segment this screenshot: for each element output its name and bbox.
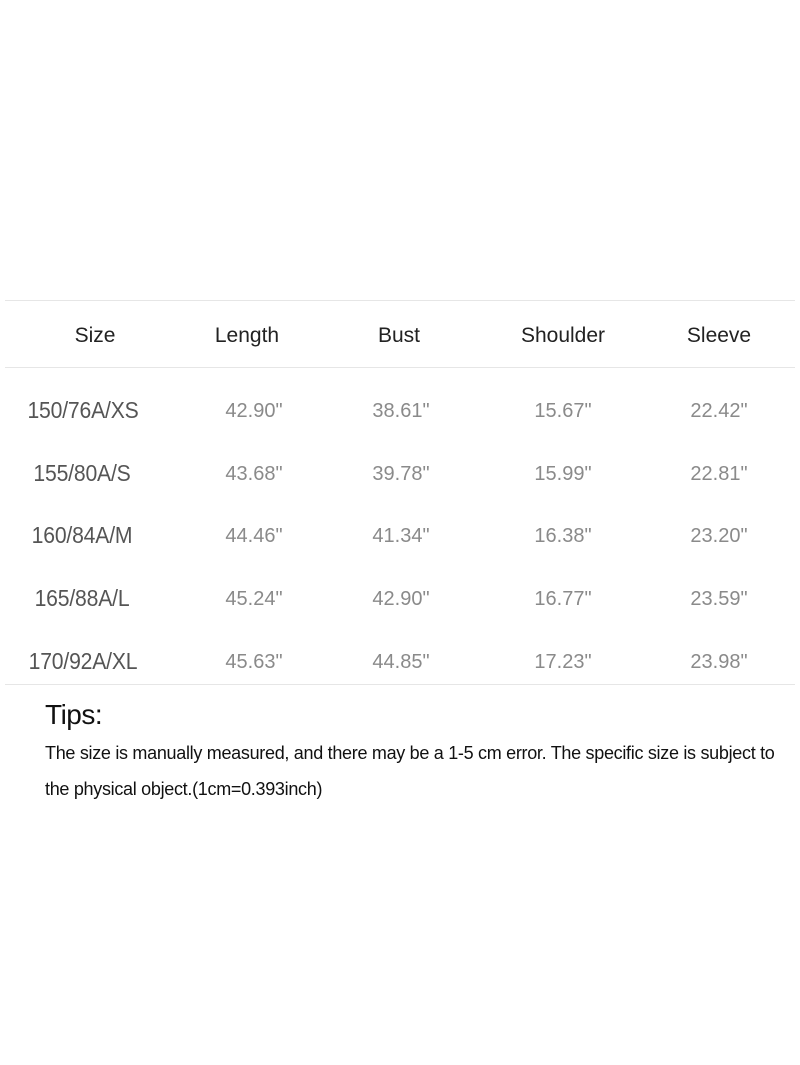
length-cell: 45.63" [225,651,283,673]
sleeve-cell: 22.81" [690,463,748,485]
bust-cell: 44.85" [372,651,430,673]
shoulder-cell: 17.23" [534,651,592,673]
header-length: Length [214,324,280,347]
table-row [5,379,795,441]
size-cell: 160/84A/M [31,522,133,548]
shoulder-cell: 16.77" [534,588,592,610]
shoulder-cell: 16.38" [534,525,592,547]
tips-text: The size is manually measured, and there may be a 1-5 cm error. The specific size is subject to the physical object.(1cm=0.393inch) [45,743,775,799]
header-size: Size [74,324,116,347]
header-shoulder: Shoulder [520,324,606,347]
table-row [5,442,795,504]
table-row [5,504,795,566]
table-row [5,567,795,629]
shoulder-cell: 15.67" [534,400,592,422]
size-cell: 170/92A/XL [28,648,138,674]
tips-title: Tips: [45,699,103,730]
length-cell: 42.90" [225,400,283,422]
bust-cell: 42.90" [372,588,430,610]
sleeve-cell: 23.98" [690,651,748,673]
bust-cell: 38.61" [372,400,430,422]
header-sleeve: Sleeve [686,324,752,347]
size-cell: 155/80A/S [33,460,131,486]
size-chart-table [5,300,795,685]
sleeve-cell: 23.59" [690,588,748,610]
sleeve-cell: 22.42" [690,400,748,422]
size-cell: 165/88A/L [34,585,130,611]
shoulder-cell: 15.99" [534,463,592,485]
length-cell: 44.46" [225,525,283,547]
tips-section [45,700,775,807]
bust-cell: 39.78" [372,463,430,485]
size-cell: 150/76A/XS [27,397,139,423]
table-row [5,630,795,692]
length-cell: 43.68" [225,463,283,485]
table-header-row [5,301,795,368]
bust-cell: 41.34" [372,525,430,547]
header-bust: Bust [377,324,421,347]
length-cell: 45.24" [225,588,283,610]
sleeve-cell: 23.20" [690,525,748,547]
